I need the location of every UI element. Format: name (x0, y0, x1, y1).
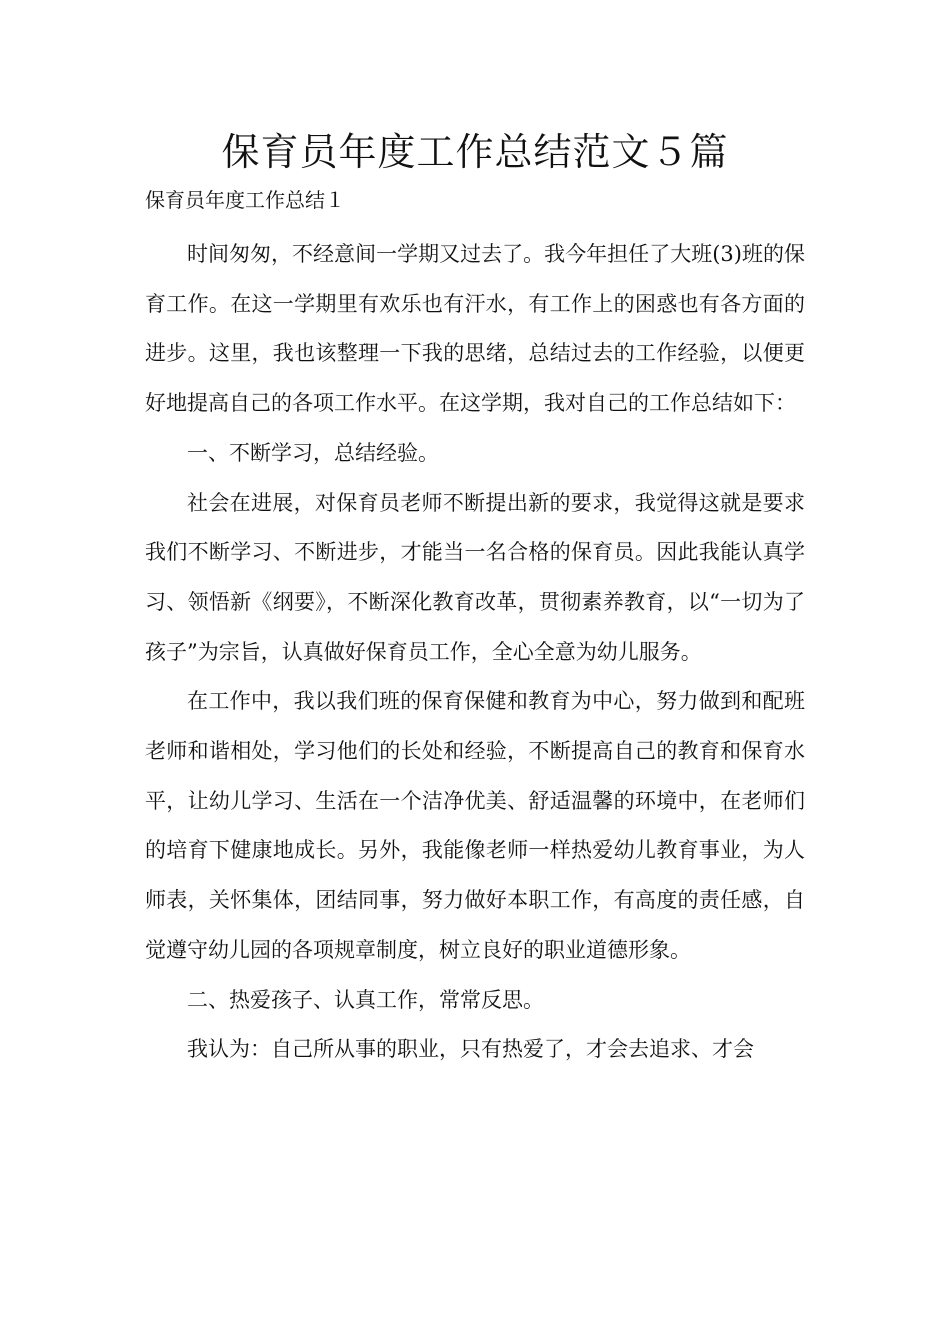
section-subtitle: 保育员年度工作总结１ (145, 188, 345, 212)
paragraph-3: 在工作中，我以我们班的保育保健和教育为中心，努力做到和配班老师和谐相处，学习他们的长处和经验，不断提高自己的教育和保育水平，让幼儿学习、生活在一个洁净优美、舒适温馨的环境中，在老师们的培育下健康地成长。另外，我能像老师一样热爱幼儿教育事业，为人师表，关怀集体，团结同事，努力做好本职工作，有高度的责任感，自觉遵守幼儿园的各项规章制度，树立良好的职业道德形象。 (145, 689, 805, 962)
paragraph-2: 社会在进展，对保育员老师不断提出新的要求，我觉得这就是要求我们不断学习、不断进步，才能当一名合格的保育员。因此我能认真学习、领悟新《纲要》，不断深化教育改革，贯彻素养教育，以“一切为了孩子”为宗旨，认真做好保育员工作，全心全意为幼儿服务。 (145, 490, 805, 664)
paragraph-4: 我认为：自己所从事的职业，只有热爱了，才会去追求、才会 (187, 1037, 754, 1062)
heading-1: 一、不断学习，总结经验。 (187, 440, 439, 465)
paragraph-1: 时间匆匆，不经意间一学期又过去了。我今年担任了大班(3)班的保育工作。在这一学期里有欢乐也有汗水，有工作上的困惑也有各方面的进步。这里，我也该整理一下我的思绪，总结过去的工作经验，以便更好地提高自己的各项工作水平。在这学期，我对自己的工作总结如下： (145, 242, 805, 416)
heading-2: 二、热爱孩子、认真工作，常常反思。 (187, 987, 544, 1012)
document-body (145, 230, 805, 1075)
document-title: 保育员年度工作总结范文５篇 (221, 130, 729, 174)
